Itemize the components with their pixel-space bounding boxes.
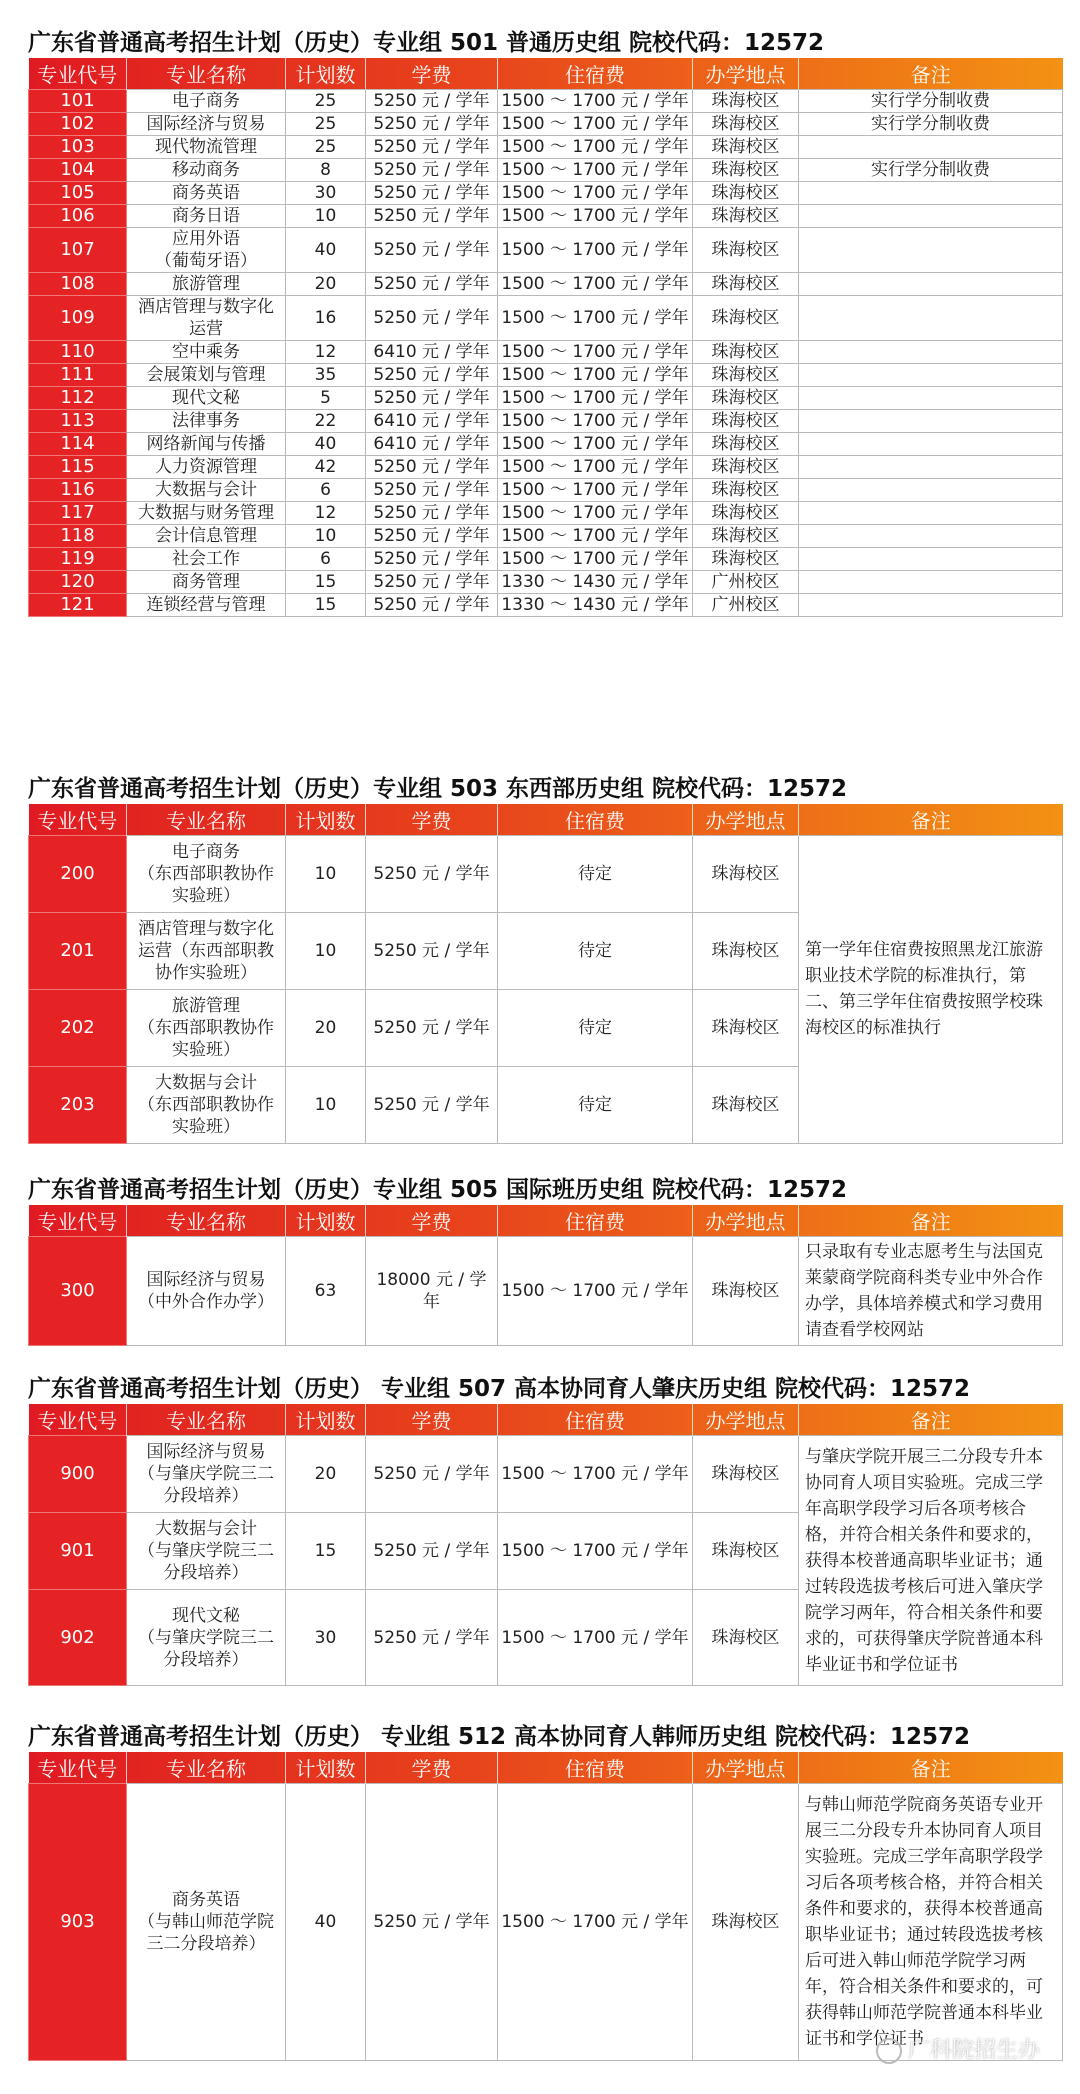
dorm-fee: 待定 bbox=[498, 913, 693, 990]
plan-count: 40 bbox=[286, 433, 366, 456]
campus: 珠海校区 bbox=[693, 410, 799, 433]
table-header bbox=[29, 804, 1063, 836]
major-code: 112 bbox=[29, 387, 127, 410]
tuition: 5250 元 / 学年 bbox=[366, 913, 498, 990]
table-row bbox=[29, 502, 1063, 525]
campus: 珠海校区 bbox=[693, 1513, 799, 1590]
remark bbox=[799, 594, 1063, 617]
table-row bbox=[29, 433, 1063, 456]
dorm-fee: 1500 ～ 1700 元 / 学年 bbox=[498, 1513, 693, 1590]
remark bbox=[799, 456, 1063, 479]
plan-count: 22 bbox=[286, 410, 366, 433]
dorm-fee: 1500 ～ 1700 元 / 学年 bbox=[498, 159, 693, 182]
table-row bbox=[29, 273, 1063, 296]
dorm-fee: 1500 ～ 1700 元 / 学年 bbox=[498, 341, 693, 364]
campus: 珠海校区 bbox=[693, 990, 799, 1067]
table-row bbox=[29, 1436, 1063, 1513]
tuition: 5250 元 / 学年 bbox=[366, 571, 498, 594]
major-code: 202 bbox=[29, 990, 127, 1067]
major-code: 903 bbox=[29, 1784, 127, 2061]
table-row bbox=[29, 1784, 1063, 2061]
column-header: 备注 bbox=[910, 809, 951, 833]
plan-count: 20 bbox=[286, 273, 366, 296]
tuition: 5250 元 / 学年 bbox=[366, 387, 498, 410]
dorm-fee: 1500 ～ 1700 元 / 学年 bbox=[498, 479, 693, 502]
dorm-fee: 1500 ～ 1700 元 / 学年 bbox=[498, 433, 693, 456]
dorm-fee: 1330 ～ 1430 元 / 学年 bbox=[498, 594, 693, 617]
major-name: 社会工作 bbox=[127, 548, 286, 571]
table-row bbox=[29, 136, 1063, 159]
table-row bbox=[29, 571, 1063, 594]
section-507 bbox=[28, 1374, 1062, 1686]
table-row bbox=[29, 364, 1063, 387]
dorm-fee: 1500 ～ 1700 元 / 学年 bbox=[498, 136, 693, 159]
column-header: 学费 bbox=[366, 1404, 498, 1436]
dorm-fee: 1500 ～ 1700 元 / 学年 bbox=[498, 228, 693, 273]
remark: 实行学分制收费 bbox=[799, 113, 1063, 136]
column-header: 专业名称 bbox=[127, 1205, 286, 1237]
tuition: 6410 元 / 学年 bbox=[366, 410, 498, 433]
tuition: 5250 元 / 学年 bbox=[366, 1067, 498, 1144]
column-header: 办学地点 bbox=[693, 58, 799, 90]
major-name: 会展策划与管理 bbox=[127, 364, 286, 387]
major-code: 201 bbox=[29, 913, 127, 990]
column-header: 专业代号 bbox=[29, 1205, 127, 1237]
major-name: 电子商务 bbox=[127, 90, 286, 113]
plan-count: 10 bbox=[286, 836, 366, 913]
campus: 广州校区 bbox=[693, 571, 799, 594]
remark bbox=[799, 525, 1063, 548]
major-code: 111 bbox=[29, 364, 127, 387]
major-name: 商务英语 bbox=[127, 182, 286, 205]
column-header: 住宿费 bbox=[498, 804, 693, 836]
column-header: 办学地点 bbox=[693, 1205, 799, 1237]
column-header: 住宿费 bbox=[498, 1205, 693, 1237]
table-row bbox=[29, 182, 1063, 205]
plan-count: 25 bbox=[286, 113, 366, 136]
column-header: 专业代号 bbox=[29, 804, 127, 836]
major-name: 旅游管理 bbox=[127, 273, 286, 296]
table-row bbox=[29, 90, 1063, 113]
major-name: 法律事务 bbox=[127, 410, 286, 433]
major-name: 国际经济与贸易 （中外合作办学） bbox=[127, 1237, 286, 1346]
major-name: 大数据与财务管理 bbox=[127, 502, 286, 525]
section-title: 广东省普通高考招生计划（历史）专业组 503 东西部历史组 院校代码：12572 bbox=[28, 776, 848, 802]
tuition: 6410 元 / 学年 bbox=[366, 433, 498, 456]
tuition: 5250 元 / 学年 bbox=[366, 228, 498, 273]
tuition: 5250 元 / 学年 bbox=[366, 364, 498, 387]
tuition: 5250 元 / 学年 bbox=[366, 502, 498, 525]
tuition: 5250 元 / 学年 bbox=[366, 594, 498, 617]
campus: 珠海校区 bbox=[693, 1436, 799, 1513]
dorm-fee: 1500 ～ 1700 元 / 学年 bbox=[498, 502, 693, 525]
plan-count: 8 bbox=[286, 159, 366, 182]
column-header: 专业名称 bbox=[127, 58, 286, 90]
tuition: 5250 元 / 学年 bbox=[366, 456, 498, 479]
plan-count: 5 bbox=[286, 387, 366, 410]
campus: 珠海校区 bbox=[693, 182, 799, 205]
table-row bbox=[29, 1237, 1063, 1346]
remark bbox=[799, 364, 1063, 387]
plan-count: 40 bbox=[286, 1784, 366, 2061]
remark bbox=[799, 341, 1063, 364]
plan-count: 10 bbox=[286, 913, 366, 990]
column-header: 专业代号 bbox=[29, 58, 127, 90]
column-header: 备注 bbox=[910, 1210, 951, 1234]
tuition: 5250 元 / 学年 bbox=[366, 1436, 498, 1513]
tuition: 5250 元 / 学年 bbox=[366, 136, 498, 159]
major-code: 101 bbox=[29, 90, 127, 113]
campus: 珠海校区 bbox=[693, 205, 799, 228]
remark bbox=[799, 502, 1063, 525]
dorm-fee: 1500 ～ 1700 元 / 学年 bbox=[498, 364, 693, 387]
major-name: 大数据与会计 （与肇庆学院三二 分段培养） bbox=[127, 1513, 286, 1590]
plan-count: 10 bbox=[286, 525, 366, 548]
table-row bbox=[29, 341, 1063, 364]
plan-count: 30 bbox=[286, 182, 366, 205]
plan-count: 15 bbox=[286, 571, 366, 594]
column-header: 学费 bbox=[366, 58, 498, 90]
tuition: 5250 元 / 学年 bbox=[366, 1590, 498, 1686]
tuition: 5250 元 / 学年 bbox=[366, 296, 498, 341]
plan-table-501 bbox=[28, 58, 1063, 617]
major-code: 110 bbox=[29, 341, 127, 364]
plan-count: 6 bbox=[286, 479, 366, 502]
tuition: 5250 元 / 学年 bbox=[366, 548, 498, 571]
campus: 珠海校区 bbox=[693, 387, 799, 410]
column-header: 专业代号 bbox=[29, 1404, 127, 1436]
campus: 珠海校区 bbox=[693, 90, 799, 113]
plan-count: 63 bbox=[286, 1237, 366, 1346]
tuition: 5250 元 / 学年 bbox=[366, 205, 498, 228]
column-header: 计划数 bbox=[286, 1404, 366, 1436]
column-header: 计划数 bbox=[286, 58, 366, 90]
major-code: 113 bbox=[29, 410, 127, 433]
remark: 实行学分制收费 bbox=[799, 159, 1063, 182]
column-header: 学费 bbox=[366, 804, 498, 836]
tuition: 5250 元 / 学年 bbox=[366, 836, 498, 913]
dorm-fee: 1500 ～ 1700 元 / 学年 bbox=[498, 525, 693, 548]
plan-count: 12 bbox=[286, 502, 366, 525]
major-name: 旅游管理 （东西部职教协作 实验班） bbox=[127, 990, 286, 1067]
major-name: 现代物流管理 bbox=[127, 136, 286, 159]
remark bbox=[799, 433, 1063, 456]
plan-table-507 bbox=[28, 1404, 1063, 1686]
major-name: 国际经济与贸易 （与肇庆学院三二 分段培养） bbox=[127, 1436, 286, 1513]
major-name: 酒店管理与数字化 运营 bbox=[127, 296, 286, 341]
major-code: 121 bbox=[29, 594, 127, 617]
dorm-fee: 待定 bbox=[498, 836, 693, 913]
table-row bbox=[29, 525, 1063, 548]
plan-count: 15 bbox=[286, 594, 366, 617]
column-header: 计划数 bbox=[286, 804, 366, 836]
campus: 珠海校区 bbox=[693, 296, 799, 341]
tuition: 6410 元 / 学年 bbox=[366, 341, 498, 364]
campus: 珠海校区 bbox=[693, 159, 799, 182]
tuition: 5250 元 / 学年 bbox=[366, 990, 498, 1067]
plan-count: 25 bbox=[286, 90, 366, 113]
major-code: 106 bbox=[29, 205, 127, 228]
campus: 珠海校区 bbox=[693, 1067, 799, 1144]
table-header bbox=[29, 58, 1063, 90]
dorm-fee: 1500 ～ 1700 元 / 学年 bbox=[498, 548, 693, 571]
campus: 珠海校区 bbox=[693, 341, 799, 364]
campus: 珠海校区 bbox=[693, 433, 799, 456]
dorm-fee: 1500 ～ 1700 元 / 学年 bbox=[498, 1237, 693, 1346]
major-name: 人力资源管理 bbox=[127, 456, 286, 479]
table-row bbox=[29, 228, 1063, 273]
plan-table-505 bbox=[28, 1205, 1063, 1346]
campus: 珠海校区 bbox=[693, 502, 799, 525]
major-name: 现代文秘 bbox=[127, 387, 286, 410]
plan-count: 40 bbox=[286, 228, 366, 273]
plan-table-512 bbox=[28, 1752, 1063, 2061]
campus: 珠海校区 bbox=[693, 136, 799, 159]
campus: 珠海校区 bbox=[693, 364, 799, 387]
major-name: 大数据与会计 bbox=[127, 479, 286, 502]
campus: 珠海校区 bbox=[693, 836, 799, 913]
major-name: 移动商务 bbox=[127, 159, 286, 182]
table-row bbox=[29, 410, 1063, 433]
major-code: 203 bbox=[29, 1067, 127, 1144]
major-code: 200 bbox=[29, 836, 127, 913]
campus: 珠海校区 bbox=[693, 1237, 799, 1346]
major-name: 商务英语 （与韩山师范学院 三二分段培养） bbox=[127, 1784, 286, 2061]
plan-count: 15 bbox=[286, 1513, 366, 1590]
table-row bbox=[29, 456, 1063, 479]
dorm-fee: 1500 ～ 1700 元 / 学年 bbox=[498, 205, 693, 228]
tuition: 5250 元 / 学年 bbox=[366, 479, 498, 502]
campus: 珠海校区 bbox=[693, 525, 799, 548]
section-title: 广东省普通高考招生计划（历史） 专业组 512 高本协同育人韩师历史组 院校代码：12572 bbox=[28, 1724, 971, 1750]
campus: 珠海校区 bbox=[693, 479, 799, 502]
table-row bbox=[29, 387, 1063, 410]
column-header: 学费 bbox=[366, 1752, 498, 1784]
major-name: 连锁经营与管理 bbox=[127, 594, 286, 617]
plan-table-503 bbox=[28, 804, 1063, 1144]
major-name: 网络新闻与传播 bbox=[127, 433, 286, 456]
dorm-fee: 1500 ～ 1700 元 / 学年 bbox=[498, 113, 693, 136]
major-name: 大数据与会计 （东西部职教协作 实验班） bbox=[127, 1067, 286, 1144]
column-header: 备注 bbox=[910, 1757, 951, 1781]
dorm-fee: 1500 ～ 1700 元 / 学年 bbox=[498, 456, 693, 479]
remark: 实行学分制收费 bbox=[799, 90, 1063, 113]
plan-count: 20 bbox=[286, 990, 366, 1067]
major-code: 118 bbox=[29, 525, 127, 548]
major-code: 300 bbox=[29, 1237, 127, 1346]
watermark-text: 广科院招生办 bbox=[907, 2038, 1040, 2063]
remark bbox=[799, 136, 1063, 159]
tuition: 18000 元 / 学 年 bbox=[366, 1237, 498, 1346]
remark bbox=[799, 182, 1063, 205]
column-header: 专业名称 bbox=[127, 804, 286, 836]
dorm-fee: 1500 ～ 1700 元 / 学年 bbox=[498, 1436, 693, 1513]
plan-count: 10 bbox=[286, 1067, 366, 1144]
section-title: 广东省普通高考招生计划（历史） 专业组 507 高本协同育人肇庆历史组 院校代码：12572 bbox=[28, 1376, 971, 1402]
remark bbox=[799, 296, 1063, 341]
table-header bbox=[29, 1752, 1063, 1784]
major-code: 105 bbox=[29, 182, 127, 205]
remark bbox=[799, 410, 1063, 433]
table-row bbox=[29, 836, 1063, 913]
section-512 bbox=[28, 1722, 1062, 2061]
dorm-fee: 1500 ～ 1700 元 / 学年 bbox=[498, 296, 693, 341]
dorm-fee: 待定 bbox=[498, 1067, 693, 1144]
plan-count: 25 bbox=[286, 136, 366, 159]
dorm-fee: 1500 ～ 1700 元 / 学年 bbox=[498, 1590, 693, 1686]
column-header: 计划数 bbox=[286, 1205, 366, 1237]
table-header bbox=[29, 1404, 1063, 1436]
dorm-fee: 1330 ～ 1430 元 / 学年 bbox=[498, 571, 693, 594]
table-row bbox=[29, 159, 1063, 182]
major-name: 应用外语 （葡萄牙语） bbox=[127, 228, 286, 273]
dorm-fee: 1500 ～ 1700 元 / 学年 bbox=[498, 410, 693, 433]
tuition: 5250 元 / 学年 bbox=[366, 113, 498, 136]
tuition: 5250 元 / 学年 bbox=[366, 1513, 498, 1590]
table-row bbox=[29, 113, 1063, 136]
dorm-fee: 1500 ～ 1700 元 / 学年 bbox=[498, 387, 693, 410]
remark bbox=[799, 571, 1063, 594]
dorm-fee: 待定 bbox=[498, 990, 693, 1067]
dorm-fee: 1500 ～ 1700 元 / 学年 bbox=[498, 90, 693, 113]
major-code: 119 bbox=[29, 548, 127, 571]
dorm-fee: 1500 ～ 1700 元 / 学年 bbox=[498, 182, 693, 205]
column-header: 专业代号 bbox=[29, 1752, 127, 1784]
campus: 珠海校区 bbox=[693, 1784, 799, 2061]
tuition: 5250 元 / 学年 bbox=[366, 1784, 498, 2061]
major-code: 117 bbox=[29, 502, 127, 525]
plan-count: 35 bbox=[286, 364, 366, 387]
dorm-fee: 1500 ～ 1700 元 / 学年 bbox=[498, 1784, 693, 2061]
major-code: 104 bbox=[29, 159, 127, 182]
major-name: 电子商务 （东西部职教协作 实验班） bbox=[127, 836, 286, 913]
major-code: 900 bbox=[29, 1436, 127, 1513]
major-code: 109 bbox=[29, 296, 127, 341]
campus: 珠海校区 bbox=[693, 548, 799, 571]
section-503 bbox=[28, 774, 1062, 1144]
plan-count: 42 bbox=[286, 456, 366, 479]
remark bbox=[799, 273, 1063, 296]
campus: 珠海校区 bbox=[693, 913, 799, 990]
campus: 珠海校区 bbox=[693, 228, 799, 273]
dorm-fee: 1500 ～ 1700 元 / 学年 bbox=[498, 273, 693, 296]
tuition: 5250 元 / 学年 bbox=[366, 273, 498, 296]
column-header: 计划数 bbox=[286, 1752, 366, 1784]
column-header: 备注 bbox=[910, 63, 951, 87]
table-row bbox=[29, 296, 1063, 341]
column-header: 住宿费 bbox=[498, 1752, 693, 1784]
remark bbox=[799, 479, 1063, 502]
major-name: 商务管理 bbox=[127, 571, 286, 594]
major-name: 会计信息管理 bbox=[127, 525, 286, 548]
major-code: 115 bbox=[29, 456, 127, 479]
campus: 广州校区 bbox=[693, 594, 799, 617]
remark bbox=[799, 548, 1063, 571]
section-501 bbox=[28, 28, 1062, 617]
major-name: 国际经济与贸易 bbox=[127, 113, 286, 136]
remark bbox=[799, 205, 1063, 228]
remark: 与肇庆学院开展三二分段专升本协同育人项目实验班。完成三学年高职学段学习后各项考核合格，并符合相关条件和要求的，获得本校普通高职毕业证书；通过转段选拔考核后可进入肇庆学院学习两年，符合相关条件和要求的，可获得肇庆学院普通本科毕业证书和学位证书 bbox=[799, 1436, 1063, 1686]
plan-count: 6 bbox=[286, 548, 366, 571]
table-header bbox=[29, 1205, 1063, 1237]
campus: 珠海校区 bbox=[693, 1590, 799, 1686]
column-header: 办学地点 bbox=[693, 1752, 799, 1784]
section-title: 广东省普通高考招生计划（历史）专业组 505 国际班历史组 院校代码：12572 bbox=[28, 1177, 848, 1203]
campus: 珠海校区 bbox=[693, 273, 799, 296]
column-header: 专业名称 bbox=[127, 1752, 286, 1784]
plan-count: 20 bbox=[286, 1436, 366, 1513]
plan-count: 16 bbox=[286, 296, 366, 341]
campus: 珠海校区 bbox=[693, 456, 799, 479]
column-header: 学费 bbox=[366, 1205, 498, 1237]
column-header: 住宿费 bbox=[498, 1404, 693, 1436]
major-name: 空中乘务 bbox=[127, 341, 286, 364]
major-code: 902 bbox=[29, 1590, 127, 1686]
major-code: 107 bbox=[29, 228, 127, 273]
major-name: 商务日语 bbox=[127, 205, 286, 228]
major-code: 120 bbox=[29, 571, 127, 594]
wechat-icon bbox=[876, 2038, 902, 2064]
tuition: 5250 元 / 学年 bbox=[366, 90, 498, 113]
remark bbox=[799, 387, 1063, 410]
tuition: 5250 元 / 学年 bbox=[366, 525, 498, 548]
section-505 bbox=[28, 1175, 1062, 1346]
major-code: 116 bbox=[29, 479, 127, 502]
column-header: 办学地点 bbox=[693, 1404, 799, 1436]
major-code: 901 bbox=[29, 1513, 127, 1590]
major-name: 酒店管理与数字化 运营（东西部职教 协作实验班） bbox=[127, 913, 286, 990]
section-title: 广东省普通高考招生计划（历史）专业组 501 普通历史组 院校代码：12572 bbox=[28, 30, 825, 56]
major-code: 108 bbox=[29, 273, 127, 296]
column-header: 备注 bbox=[910, 1409, 951, 1433]
column-header: 专业名称 bbox=[127, 1404, 286, 1436]
major-name: 现代文秘 （与肇庆学院三二 分段培养） bbox=[127, 1590, 286, 1686]
remark bbox=[799, 228, 1063, 273]
remark: 只录取有专业志愿考生与法国克莱蒙商学院商科类专业中外合作办学，具体培养模式和学习费用请查看学校网站 bbox=[799, 1237, 1063, 1346]
major-code: 103 bbox=[29, 136, 127, 159]
watermark bbox=[876, 2033, 1040, 2064]
remark: 与韩山师范学院商务英语专业开展三二分段专升本协同育人项目实验班。完成三学年高职学段学习后各项考核合格，并符合相关条件和要求的，获得本校普通高职毕业证书；通过转段选拔考核后可进入韩山师范学院学习两年，符合相关条件和要求的，可获得韩山师范学院普通本科毕业证书和学位证书 bbox=[799, 1784, 1063, 2061]
remark: 第一学年住宿费按照黑龙江旅游职业技术学院的标准执行，第二、第三学年住宿费按照学校珠海校区的标准执行 bbox=[799, 836, 1063, 1144]
campus: 珠海校区 bbox=[693, 113, 799, 136]
plan-count: 30 bbox=[286, 1590, 366, 1686]
tuition: 5250 元 / 学年 bbox=[366, 159, 498, 182]
table-row bbox=[29, 479, 1063, 502]
major-code: 102 bbox=[29, 113, 127, 136]
table-row bbox=[29, 548, 1063, 571]
plan-count: 10 bbox=[286, 205, 366, 228]
plan-count: 12 bbox=[286, 341, 366, 364]
table-row bbox=[29, 594, 1063, 617]
tuition: 5250 元 / 学年 bbox=[366, 182, 498, 205]
major-code: 114 bbox=[29, 433, 127, 456]
column-header: 住宿费 bbox=[498, 58, 693, 90]
table-row bbox=[29, 205, 1063, 228]
column-header: 办学地点 bbox=[693, 804, 799, 836]
